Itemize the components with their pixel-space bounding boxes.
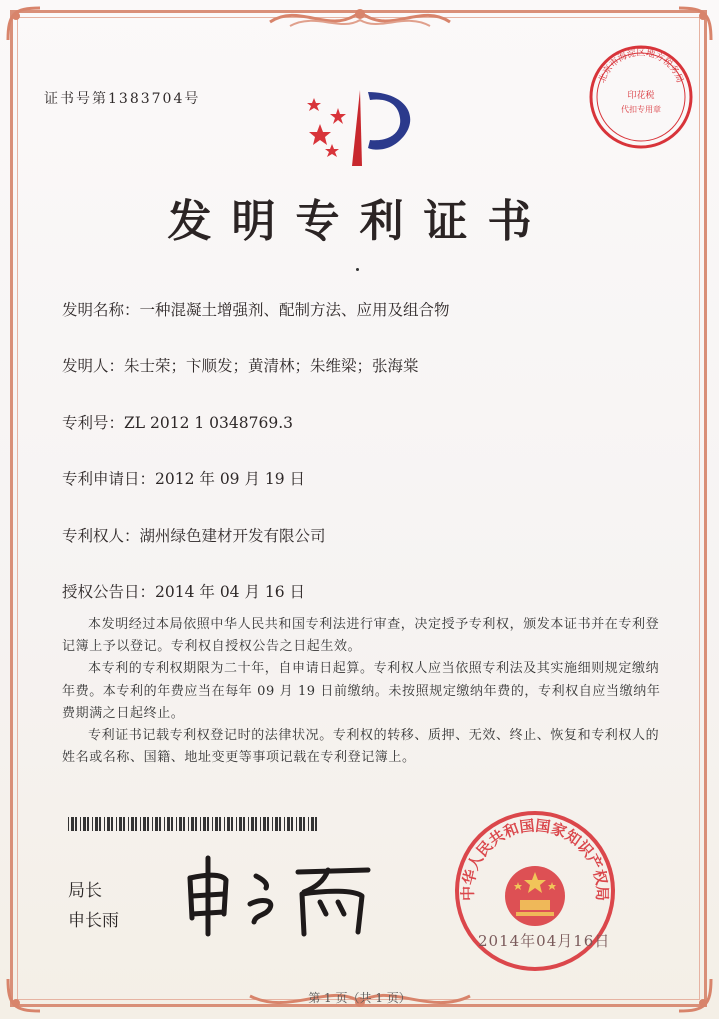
svg-text:印花税: 印花税 xyxy=(627,91,655,101)
inventor-label: 发明人： xyxy=(62,357,125,375)
field-patent-number xyxy=(62,411,293,433)
body-paragraph-3: 专利证书记载专利权登记时的法律状况。专利权的转移、质押、无效、终止、恢复和专利权人的姓名或名称、国籍、地址变更等事项记载在专利登记簿上。 xyxy=(62,728,660,766)
field-invention-name xyxy=(62,298,450,320)
patentee-label: 专利权人： xyxy=(62,527,140,545)
patentee-value: 湖州绿色建材开发有限公司 xyxy=(139,527,326,545)
patent-number-value: ZL 2012 1 0348769.3 xyxy=(124,414,293,432)
field-inventor xyxy=(62,354,419,376)
corner-ornament-tr xyxy=(675,4,715,44)
tax-seal xyxy=(586,42,696,152)
grant-date-label: 授权公告日： xyxy=(62,583,156,601)
corner-ornament-tl xyxy=(4,4,44,44)
seal-date: 2014年04月16日 xyxy=(478,932,611,950)
field-patentee xyxy=(62,524,326,546)
dot-mark xyxy=(356,268,359,271)
patent-office-logo xyxy=(298,84,428,174)
body-paragraph-2: 本专利的专利权期限为二十年，自申请日起算。专利权人应当依照专利法及其实施细则规定缴纳年费。本专利的年费应当在每年 09 月 19 日前缴纳。未按照规定缴纳年费的，专利权自应当缴纳年费期满之日起终止。 xyxy=(62,661,661,721)
field-grant-date xyxy=(62,580,305,602)
top-ornament xyxy=(260,2,460,36)
certificate-body xyxy=(62,614,662,769)
director-title: 局长 xyxy=(68,881,102,901)
field-filing-date xyxy=(62,467,305,489)
patent-number-label: 专利号： xyxy=(62,414,125,432)
certificate-title: 发明专利证书 xyxy=(167,196,552,247)
certificate-number: 证书号第1383704号 xyxy=(44,91,201,107)
barcode xyxy=(68,817,318,831)
filing-date-label: 专利申请日： xyxy=(62,470,156,488)
page-number: 第 1 页（共 1 页） xyxy=(308,991,411,1005)
body-paragraph-1: 本发明经过本局依照中华人民共和国专利法进行审查，决定授予专利权，颁发本证书并在专利登记簿上予以登记。专利权自授权公告之日起生效。 xyxy=(62,617,660,655)
filing-date-value: 2012 年 09 月 19 日 xyxy=(155,470,306,488)
invention-name-value: 一种混凝土增强剂、配制方法、应用及组合物 xyxy=(139,301,450,319)
svg-text:代扣专用章: 代扣专用章 xyxy=(621,105,661,114)
svg-text:中华人民共和国国家知识产权局: 中华人民共和国国家知识产权局 xyxy=(458,816,612,901)
inventor-value: 朱士荣；卞顺发；黄清林；朱维梁；张海棠 xyxy=(124,357,419,375)
invention-name-label: 发明名称： xyxy=(62,301,140,319)
director-name: 申长雨 xyxy=(68,911,119,931)
grant-date-value: 2014 年 04 月 16 日 xyxy=(155,583,306,601)
director-signature xyxy=(178,848,378,938)
svg-text:北京市海淀区地方税务局: 北京市海淀区地方税务局 xyxy=(597,48,685,85)
